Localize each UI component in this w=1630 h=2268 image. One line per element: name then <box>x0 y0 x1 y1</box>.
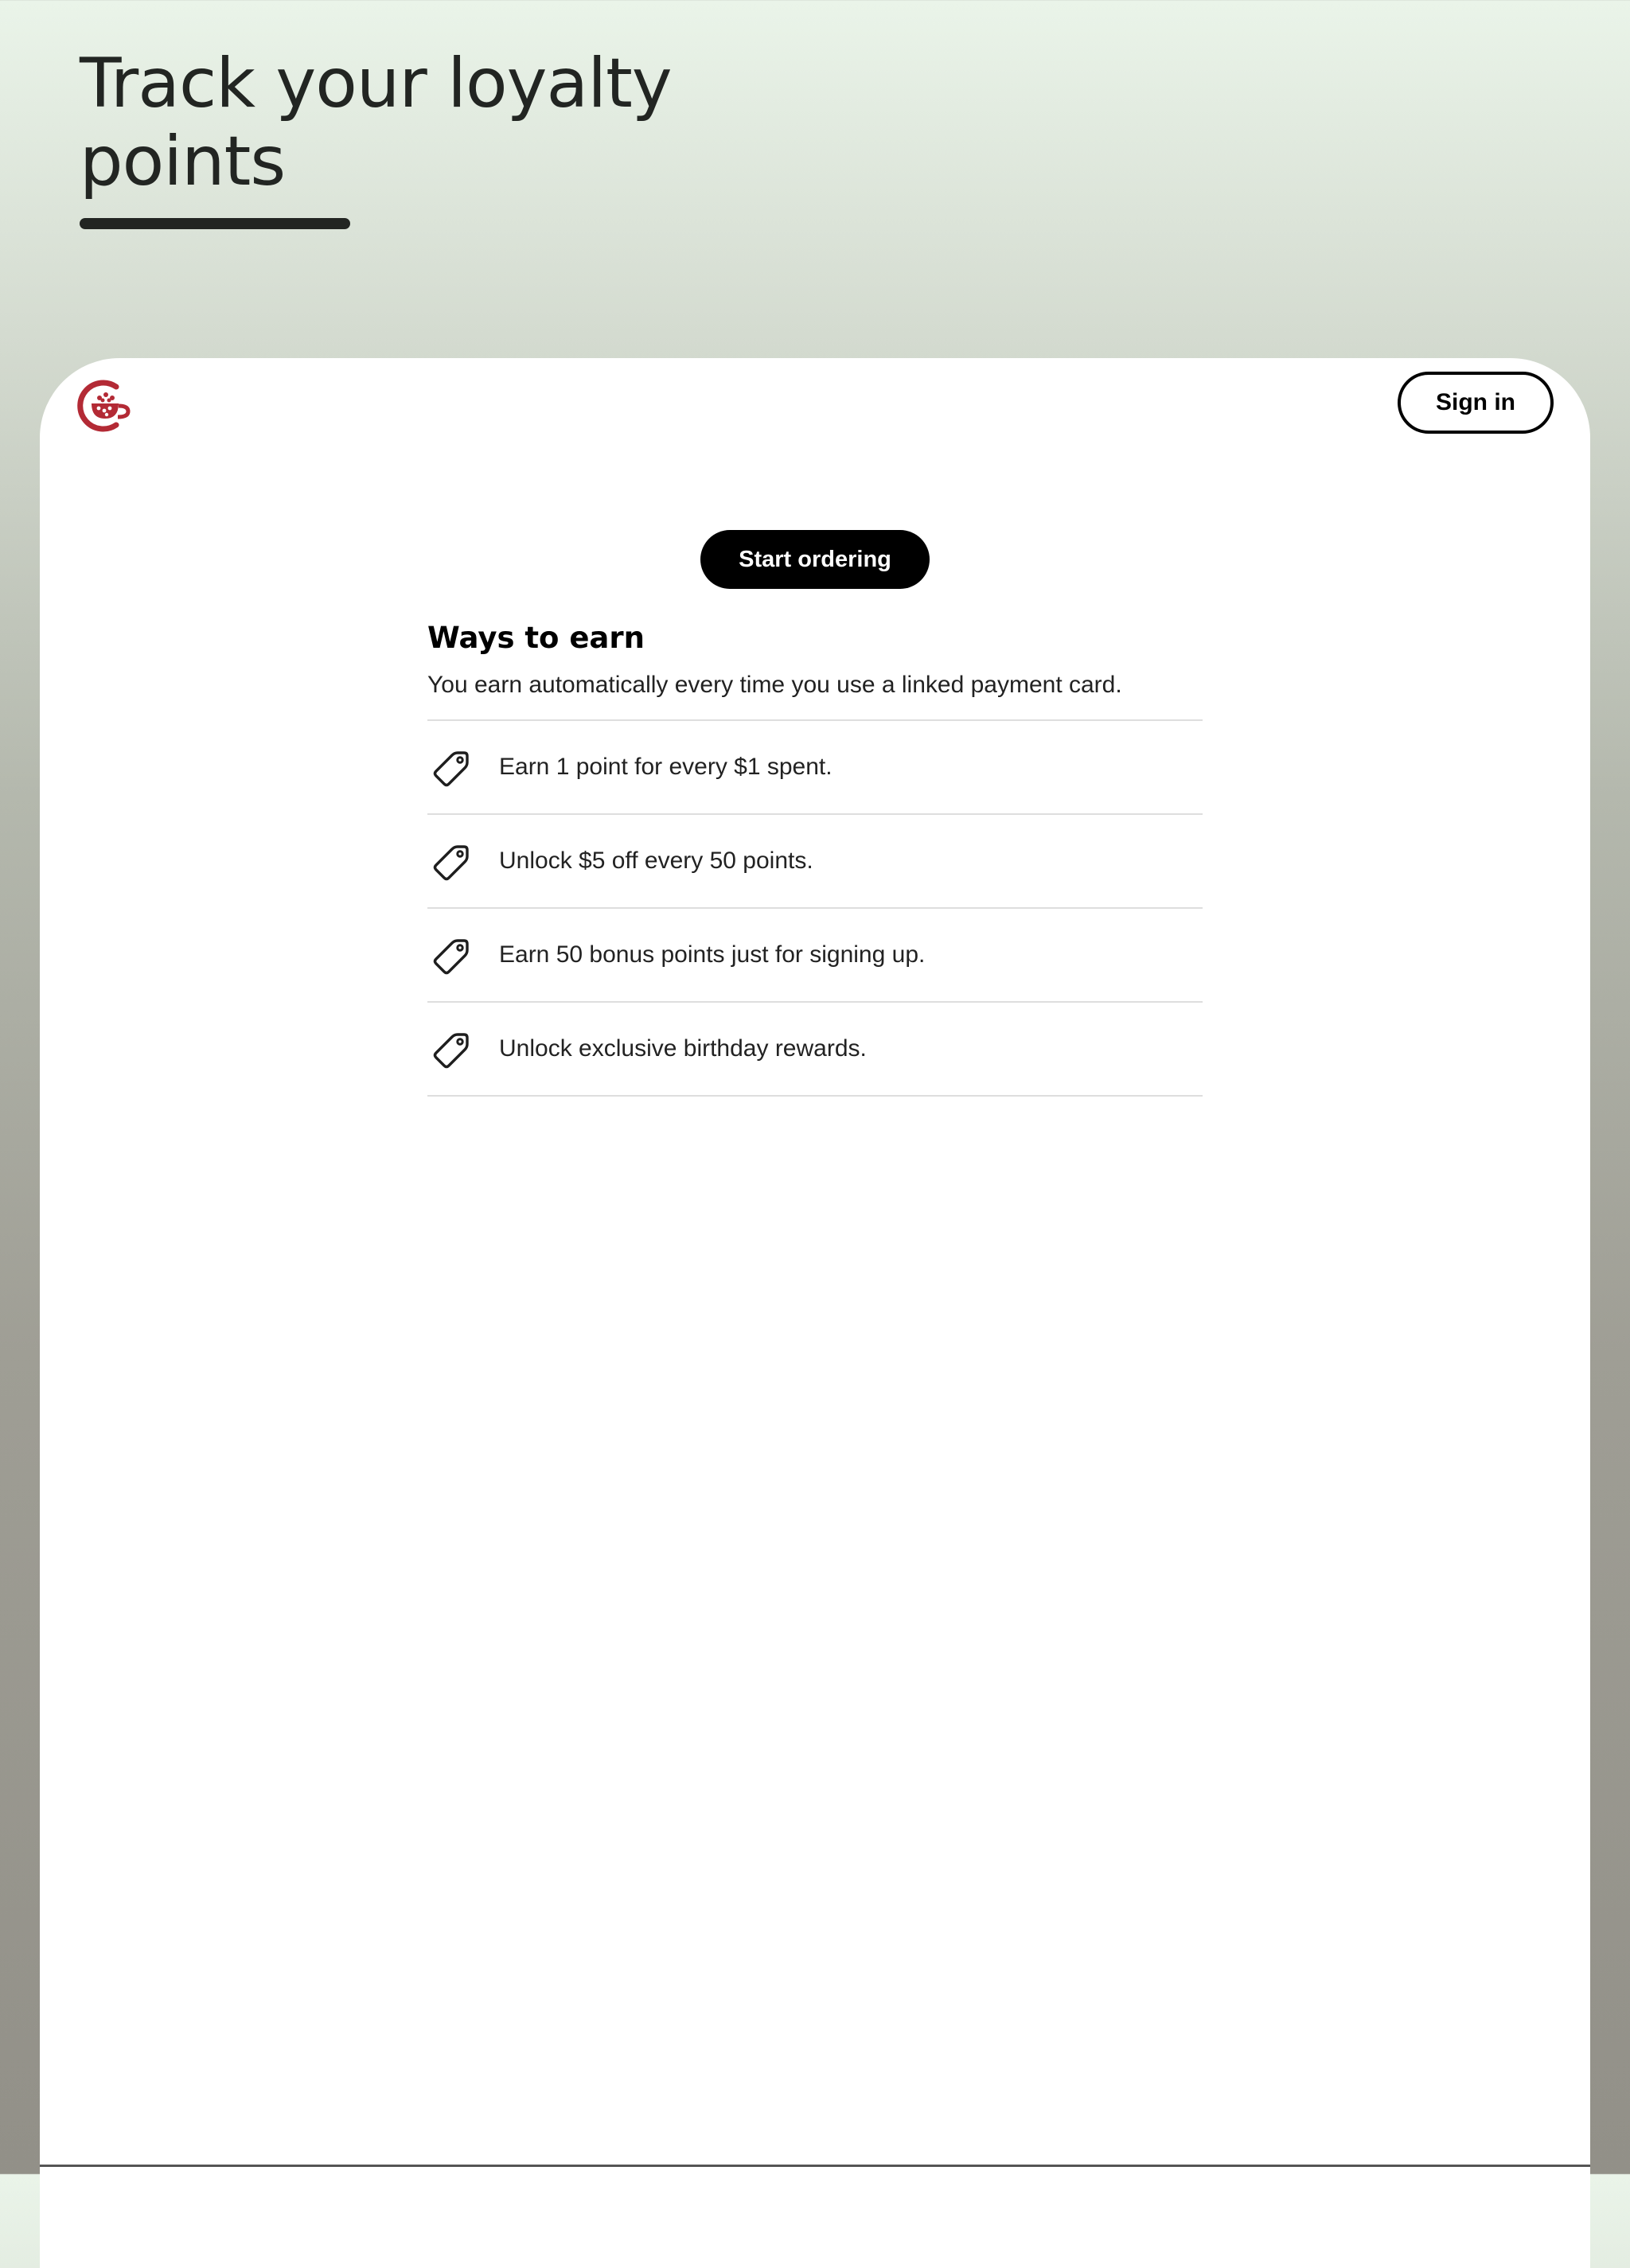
list-item <box>427 815 1203 909</box>
bottom-divider <box>40 2165 1590 2167</box>
ways-to-earn-list <box>427 719 1203 1097</box>
top-bar <box>40 358 1590 462</box>
coffee-cup-logo-icon[interactable] <box>76 376 137 436</box>
promo-title <box>80 45 796 201</box>
device-screen <box>40 358 1590 2268</box>
list-item <box>427 909 1203 1003</box>
list-item-text: Earn 1 point for every $1 spent. <box>499 754 833 780</box>
start-ordering-button[interactable]: Start ordering <box>700 530 930 589</box>
tag-icon <box>429 839 474 883</box>
tag-icon <box>429 745 474 789</box>
promo-title-line2: points <box>80 122 286 201</box>
list-item <box>427 721 1203 815</box>
promo-header <box>80 45 796 229</box>
sign-in-button[interactable]: Sign in <box>1398 372 1554 434</box>
list-item <box>427 1003 1203 1097</box>
list-item-text: Earn 50 bonus points just for signing up. <box>499 941 926 968</box>
list-item-text: Unlock exclusive birthday rewards. <box>499 1035 867 1062</box>
promo-title-line1: Track your loyalty <box>80 44 672 123</box>
promo-underline <box>80 218 350 229</box>
ways-to-earn-heading: Ways to earn <box>427 621 645 655</box>
tag-icon <box>429 933 474 977</box>
ways-to-earn-section <box>427 621 1203 1097</box>
tag-icon <box>429 1027 474 1071</box>
list-item-text: Unlock $5 off every 50 points. <box>499 848 813 874</box>
ways-to-earn-subtitle: You earn automatically every time you use a linked payment card. <box>427 672 1122 698</box>
